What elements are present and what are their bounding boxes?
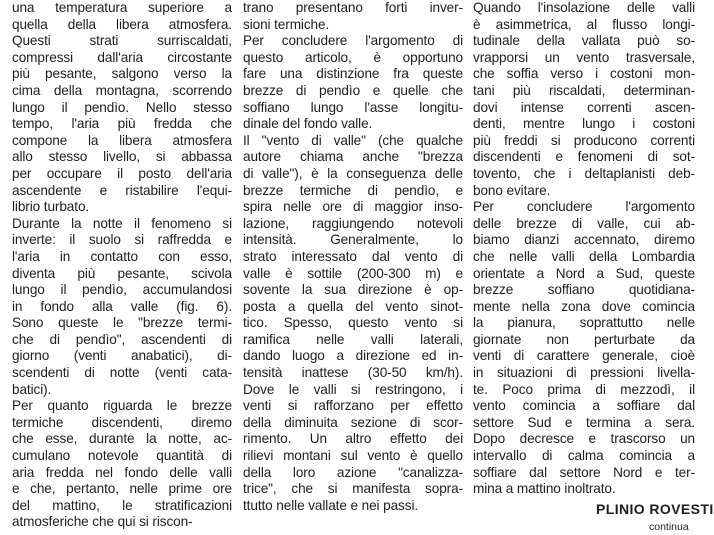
text-line: trice", che si manifesta sopra-: [243, 481, 463, 497]
text-line: dando luogo a direzione ed in-: [243, 348, 463, 364]
text-line: aria fredda nel fondo delle valli: [12, 464, 232, 480]
text-line: della loro azione "canalizza-: [243, 464, 463, 480]
text-line: scendenti di notte (venti cata-: [12, 365, 232, 381]
text-line: soffiare dal settore Nord e ter-: [473, 464, 695, 480]
text-line: Per concludere l'argomento di: [243, 33, 463, 49]
text-line: di valle"), è la conseguenza delle: [243, 165, 463, 181]
text-line: librio turbato.: [12, 199, 90, 215]
text-line: ramifica nelle valli laterali,: [243, 331, 463, 347]
text-line: tudinale della vallata può so-: [473, 33, 695, 49]
text-line: biamo dianzi accennato, diremo: [473, 232, 695, 248]
text-line: e che, pertanto, nelle prime ore: [12, 481, 232, 497]
text-line: che di pendìo", ascendenti di: [12, 331, 232, 347]
text-line: mina a mattino inoltrato.: [473, 481, 616, 497]
text-line: diventa più pesante, scivola: [12, 265, 232, 281]
text-line: cumulano notevole quantità di: [12, 448, 232, 464]
text-line: lungo il pendìo. Nello stesso: [12, 99, 232, 115]
text-line: Quando l'insolazione delle valli: [473, 0, 695, 15]
text-line: soffiano lungo l'asse longitu-: [243, 99, 463, 115]
text-line: Sono queste le "brezze termi-: [12, 315, 232, 331]
text-line: compone la libera atmosfera: [12, 132, 232, 148]
text-line: in situazioni di pressioni livella-: [473, 365, 695, 381]
text-line: quella della libera atmosfera.: [12, 16, 232, 32]
text-line: discendenti e fenomeni di sot-: [473, 149, 695, 165]
text-line: orientate a Nord a Sud, queste: [473, 265, 695, 281]
text-line: settore Sud e termina a sera.: [473, 414, 695, 430]
text-line: è asimmetrica, al flusso longi-: [473, 16, 695, 32]
text-line: batici).: [12, 381, 52, 397]
text-line: che esse, durante la notte, ac-: [12, 431, 232, 447]
text-line: tensità inattese (30-50 km/h).: [243, 365, 463, 381]
text-line: vrapporsi un vento trasversale,: [473, 49, 695, 65]
text-line: rilievi montani sul vento è quello: [243, 448, 463, 464]
text-line: che nelle valli della Lombardia: [473, 248, 695, 264]
text-line: allo stesso livello, si abbassa: [12, 149, 232, 165]
text-line: lungo il pendìo, accumulandosi: [12, 282, 232, 298]
text-line: in fondo alla valle (fig. 6).: [12, 298, 232, 314]
text-line: l'aria in contatto con esso,: [12, 248, 232, 264]
text-line: Per concludere l'argomento: [473, 199, 695, 215]
text-line: Per quanto riguarda le brezze: [12, 398, 232, 414]
text-line: delle brezze di valle, cui ab-: [473, 215, 695, 231]
text-line: fare una distinzione fra queste: [243, 66, 463, 82]
text-line: mente nella zona dove comincia: [473, 298, 695, 314]
text-line: questo articolo, è opportuno: [243, 49, 463, 65]
text-line: Dove le valli si restringono, i: [243, 381, 463, 397]
text-line: del mattino, le stratificazioni: [12, 497, 232, 513]
text-line: che soffia verso i costoni mon-: [473, 66, 695, 82]
text-line: più pesante, salgono verso la: [12, 66, 232, 82]
text-line: Questi strati surriscaldati,: [12, 33, 232, 49]
text-line: strato interessato dal vento di: [243, 248, 463, 264]
text-line: giorno (venti anabatici), di-: [12, 348, 232, 364]
text-line: brezze soffiano quotidiana-: [473, 282, 695, 298]
continued-label: continua: [649, 521, 689, 533]
text-line: autore chiama anche "brezza: [243, 149, 463, 165]
text-line: intervallo di calma comincia a: [473, 448, 695, 464]
text-line: la pianura, soprattutto nelle: [473, 315, 695, 331]
text-line: tico. Spesso, questo vento si: [243, 315, 463, 331]
text-line: ttutto nelle vallate e nei passi.: [243, 497, 419, 513]
text-line: ascendente e ristabilire l'equi-: [12, 182, 232, 198]
text-line: tovento, che i deltaplanisti deb-: [473, 165, 695, 181]
text-line: sioni termiche.: [243, 16, 330, 32]
text-line: dinale del fondo valle.: [243, 116, 373, 132]
text-line: una temperatura superiore a: [12, 0, 232, 15]
text-line: Il "vento di valle" (che qualche: [243, 132, 463, 148]
text-line: cima della montagna, scorrendo: [12, 82, 232, 98]
text-column-3: [473, 0, 695, 498]
text-line: Durante la notte il fenomeno si: [12, 215, 232, 231]
text-line: termiche discendenti, diremo: [12, 414, 232, 430]
text-line: lazione, raggiungendo notevoli: [243, 215, 463, 231]
text-line: denti, mentre lungo i costoni: [473, 116, 695, 132]
text-line: spira nelle ore di maggior inso-: [243, 199, 463, 215]
text-line: tani più riscaldati, determinan-: [473, 82, 695, 98]
text-line: vento comincia a soffiare dal: [473, 398, 695, 414]
text-line: della diminuita sezione di scor-: [243, 414, 463, 430]
text-column-1: [12, 0, 232, 531]
text-line: te. Poco prima di mezzodì, il: [473, 381, 695, 397]
text-line: per occupare il posto dell'aria: [12, 165, 232, 181]
text-column-2: [243, 0, 463, 514]
text-line: posta a quella del vento sinot-: [243, 298, 463, 314]
text-line: venti di carattere generale, cioè: [473, 348, 695, 364]
text-line: atmosferiche che qui si riscon-: [12, 514, 193, 530]
text-line: brezze di pendìo e quelle che: [243, 82, 463, 98]
text-line: bono evitare.: [473, 182, 551, 198]
text-line: tempo, l'aria più fredda che: [12, 116, 232, 132]
text-line: compressi dall'aria circostante: [12, 49, 232, 65]
text-line: giornate non perturbate da: [473, 331, 695, 347]
text-line: sovente la sua direzione è op-: [243, 282, 463, 298]
text-line: brezze termiche di pendìo, e: [243, 182, 463, 198]
author-signature: PLINIO ROVESTI: [596, 501, 714, 517]
text-line: valle è sottile (200-300 m) e: [243, 265, 463, 281]
text-line: Dopo decresce e trascorso un: [473, 431, 695, 447]
text-line: venti si rafforzano per effetto: [243, 398, 463, 414]
text-line: trano presentano forti inver-: [243, 0, 463, 15]
text-line: inverte: il suolo si raffredda e: [12, 232, 232, 248]
text-line: intensità. Generalmente, lo: [243, 232, 463, 248]
text-line: più freddi si producono correnti: [473, 132, 695, 148]
text-line: dovi intense correnti ascen-: [473, 99, 695, 115]
text-line: rimento. Un altro effetto dei: [243, 431, 463, 447]
